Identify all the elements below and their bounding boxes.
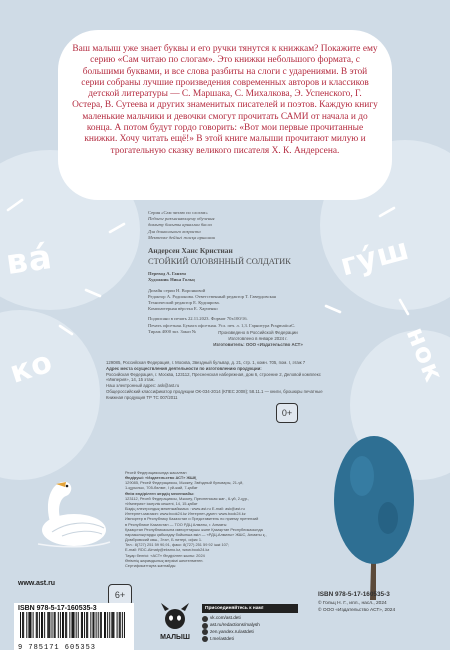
barcode-bar xyxy=(58,612,59,638)
barcode-bar xyxy=(92,612,93,638)
print-line: Печать офсетная. Бумага офсетная. Усл. печ. л. 1,3. Гарнитура PragmaticaC. xyxy=(148,322,296,328)
barcode-bar xyxy=(54,612,55,638)
kz-line: Өнім өндірілген жердің мекенжайы: xyxy=(125,490,195,496)
barcode-bar xyxy=(111,612,112,638)
tech-editor: Технический редактор Е. Кудиярова. xyxy=(148,300,220,306)
social-link: zen.yandex.ru/astdeti xyxy=(210,628,254,634)
age-ru: Для дошкольного возраста xyxy=(148,228,201,234)
barcode-bar xyxy=(22,612,23,638)
barcode-bar xyxy=(117,612,118,638)
malysh-logo xyxy=(153,603,197,643)
publisher-block xyxy=(178,330,338,348)
malysh-label: МАЛЫШ xyxy=(160,634,190,641)
barcode-bar xyxy=(81,612,82,638)
kz-line: Тауар белгісі: «АСТ» Өндірілген жылы: 2024 xyxy=(125,552,205,558)
series-line: Серия «Сам читаю по слогам» xyxy=(148,210,208,215)
social-links xyxy=(202,604,298,643)
barcode-bar xyxy=(29,612,30,638)
kz-imprint-block xyxy=(125,470,275,568)
barcode-bar xyxy=(44,612,45,638)
barcode-bar xyxy=(98,612,99,638)
barcode-bar xyxy=(49,612,50,638)
isbn-right: ISBN 978-5-17-160535-3 xyxy=(318,591,390,598)
barcode-bar xyxy=(112,612,113,638)
kz-line-2: дамыту бағыты арналған басла xyxy=(148,222,212,228)
barcode-bar xyxy=(120,612,121,638)
made-date: Изготовлено в январе 2024 г. xyxy=(228,335,288,341)
kz-line: Өнімнің жарамдылық мерзімі шектелмеген. xyxy=(125,557,204,563)
copyright-1: © Гольц Н. Г., илл., насл., 2024 xyxy=(318,600,387,606)
swan-illustration xyxy=(22,462,112,562)
age-rating-0: 0+ xyxy=(276,403,298,423)
maker-address: 129085, Российская Федерация, г. Москва, Звездный бульвар, д. 21, стр. 1, комн. 705, пом. I, этаж 7 xyxy=(106,360,306,365)
illustrator: Художник Ника Гольц xyxy=(148,277,195,283)
kz-line: Ресей Федерациясында жасалған xyxy=(125,470,187,475)
barcode-bar xyxy=(86,612,87,638)
social-telegram[interactable] xyxy=(202,636,298,643)
barcode-bar xyxy=(23,612,24,638)
barcode-bar xyxy=(66,612,67,638)
kz-line: «Империя» іскерлік кешені, 14, 15-қабат xyxy=(125,500,198,506)
kz-line: Интернет-магазин: www.book24.kz Интернет-дүкен: www.book24.kz xyxy=(125,511,246,517)
barcode-bar xyxy=(82,612,83,638)
barcode-bar xyxy=(109,612,110,638)
barcode-bar xyxy=(113,612,114,638)
barcode-bar xyxy=(101,612,102,638)
barcode-bar xyxy=(122,612,123,638)
barcode-bar xyxy=(100,612,101,638)
social-ast[interactable] xyxy=(202,622,298,629)
tree-illustration xyxy=(322,430,422,600)
social-link: ast.ru/redactions/malysh xyxy=(210,622,260,628)
barcode-digits: 9 785171 605353 xyxy=(18,644,97,650)
barcode-bar xyxy=(36,612,37,638)
kz-line: Импортер в Республику Казахстан и Представитель по приему претензий xyxy=(125,516,259,522)
series-design: Дизайн серии Н. Воронковой xyxy=(148,287,206,293)
barcode-bar xyxy=(78,612,79,638)
email-line: Наш электронный адрес: ask@ast.ru xyxy=(106,383,180,389)
barcode-bar xyxy=(107,612,108,638)
kz-line: 123112, Ресей Федерациясы, Мәскеу, Пресненская жағ., 6-үй, 2-құр., xyxy=(125,495,250,501)
social-link: t.me/astdeti xyxy=(210,635,234,641)
age-rating-6: 6+ xyxy=(108,584,132,606)
vk-icon xyxy=(202,616,208,622)
syllable-gush: гу́ш xyxy=(336,231,414,284)
social-vk[interactable] xyxy=(202,615,298,622)
social-head: Присоединяйтесь к нам! xyxy=(202,604,298,613)
kz-line: Сертификаттауға жатпайды xyxy=(125,562,176,568)
classifier: Общероссийский классификатор продукции ОК-034-2014 (КПЕС 2008); 58.11.1 — книги, брошюры печатные xyxy=(106,388,323,394)
social-zen[interactable] xyxy=(202,629,298,636)
barcode-bar xyxy=(69,612,70,638)
barcode-bar xyxy=(73,612,74,638)
syllable-ko: ко xyxy=(5,344,58,391)
barcode-bar xyxy=(76,612,77,638)
maker: Изготовитель: ООО «Издательство АСТ» xyxy=(213,341,303,347)
book-title: СТОЙКИЙ ОЛОВЯННЫЙ СОЛДАТИК xyxy=(148,256,291,266)
made-in: Произведено в Российской Федерации xyxy=(218,330,298,335)
kz-line: Е-mail: RDC-Almaty@eksmo.kz, www.book24.kz xyxy=(125,547,210,553)
barcode-bar xyxy=(124,612,125,638)
barcode-bar xyxy=(42,612,43,638)
layout-credit: Компьютерная вёрстка Е. Харченко xyxy=(148,306,218,312)
kz-line: Қазақстан Республикасына импорттаушы және Қазақстан Республикасында xyxy=(125,526,263,532)
barcode-bar xyxy=(87,612,88,638)
barcode-bar xyxy=(31,612,32,638)
barcode-bar xyxy=(90,612,91,638)
barcode-bar xyxy=(33,612,34,638)
barcode-bars xyxy=(18,612,130,638)
barcode-bar xyxy=(20,612,21,638)
barcode-bar xyxy=(47,612,48,638)
barcode-bar xyxy=(71,612,72,638)
barcode-bar xyxy=(55,612,56,638)
kz-line: в Республике Казахстан — ТОО РДЦ Алматы, г. Алматы xyxy=(125,521,227,527)
barcode-bar xyxy=(48,612,49,638)
location-head: Адрес места осуществления деятельности по изготовлению продукции: xyxy=(106,365,262,371)
barcode-bar xyxy=(119,612,120,638)
barcode-bar xyxy=(94,612,95,638)
kz-line-1: Педагог разъясняющему обучения xyxy=(148,216,215,222)
site-url[interactable]: www.ast.ru xyxy=(18,580,56,587)
barcode-bar xyxy=(60,612,61,638)
run-line: Тираж 4000 экз. Заказ № xyxy=(148,328,197,334)
zen-icon xyxy=(202,629,208,635)
barcode-bar xyxy=(39,612,40,638)
imprint-block xyxy=(148,210,336,335)
copyright-block xyxy=(318,590,438,614)
barcode-bar xyxy=(105,612,106,638)
globe-icon xyxy=(202,623,208,629)
book-author: Андерсен Ханс Кристиан xyxy=(148,245,233,255)
publisher-details xyxy=(106,360,326,401)
telegram-icon xyxy=(202,636,208,642)
editors: Редактор А. Родионова. Ответственный редактор Т. Гавердовская xyxy=(148,293,276,299)
barcode-bar xyxy=(84,612,85,638)
kz-line: Тел.: 8(727) 251 59 90,91, факс: 8(727) 251 59 92 ішкі 107; xyxy=(125,542,230,548)
syllable-nok: нок xyxy=(399,323,449,387)
barcode-bar xyxy=(41,612,42,638)
social-link: vk.com/ast.deti xyxy=(210,615,241,621)
barcode-bar xyxy=(28,612,29,638)
barcode-bar xyxy=(52,612,53,638)
syllable-va: ва́ xyxy=(3,236,56,284)
kz-line: наразылықтарды қабылдау бойынша өкіл — «РДЦ-Алматы» ЖШС, Алматы қ., xyxy=(125,531,267,537)
barcode-isbn: ISBN 978-5-17-160535-3 xyxy=(18,605,97,612)
kz-line: 1-құрылыс, 705-бөлме, I үй-жай, 7-қабат xyxy=(125,485,198,491)
intro-text-box xyxy=(58,30,392,200)
barcode-bar xyxy=(63,612,64,638)
intro-text: Ваш малыш уже знает буквы и его ручки тянутся к книжкам? Покажите ему серию «Сам читаю по слогам». Это книжки небольшого формата, с большими буквами, и все слова разбиты на слоги с ударениями. В этой серии собраны лучшие произведения современных авторов и классиков детской литературы — С. Маршака, С. Михалкова, Э. Успенского, Г. Остера, В. Сутеева и других знаменитых писателей и поэтов. Каждую книгу маленькие мальчики и девочки смогут прочитать САМИ от начала и до конца. А потом будут гордо говорить: «Вот мои первые прочитанные книжки. Хочу читать ещё!» В этой книге малыши прочитают милую и трогательную сказку великого писателя Х. К. Андерсена. xyxy=(72,44,378,156)
barcode-area xyxy=(14,603,134,650)
barcode-bar xyxy=(104,612,105,638)
barcode-bar xyxy=(65,612,66,638)
cert: Книжная продукция ТР ТС 007/2011 xyxy=(106,394,178,400)
barcode-bar xyxy=(26,612,27,638)
kz-line: 129085, Ресей Федерациясы, Мәскеу, Звёздный бульвары, 21-үй, xyxy=(125,480,244,486)
kz-line: Біздің электрондық мекенжайымыз : www.ast.ru E-mail: ask@ast.ru xyxy=(125,506,245,512)
barcode-bar xyxy=(74,612,75,638)
signed-line: Подписано в печать 22.11.2023. Формат 70x100/16. xyxy=(148,316,248,322)
translation: Перевод А. Ганзен xyxy=(148,271,186,277)
kz-line: Домбровский көш., 3«а», Б литері, офис 1. xyxy=(125,537,203,543)
age-kz: Мектепке дейінгі жасқа арналған xyxy=(148,234,215,240)
barcode-bar xyxy=(96,612,97,638)
kz-line: Өндіруші: «Издательство АСТ» ЖШҚ xyxy=(125,475,197,481)
barcode-bar xyxy=(62,612,63,638)
copyright-2: © ООО «Издательство АСТ», 2024 xyxy=(318,607,396,613)
barcode-bar xyxy=(37,612,38,638)
location: Российская Федерация, г. Москва, 123112, Пресненская набережная, дом 6, строение 2, Деловой комплекс «Империя», 14, 15 этаж. xyxy=(106,371,321,383)
